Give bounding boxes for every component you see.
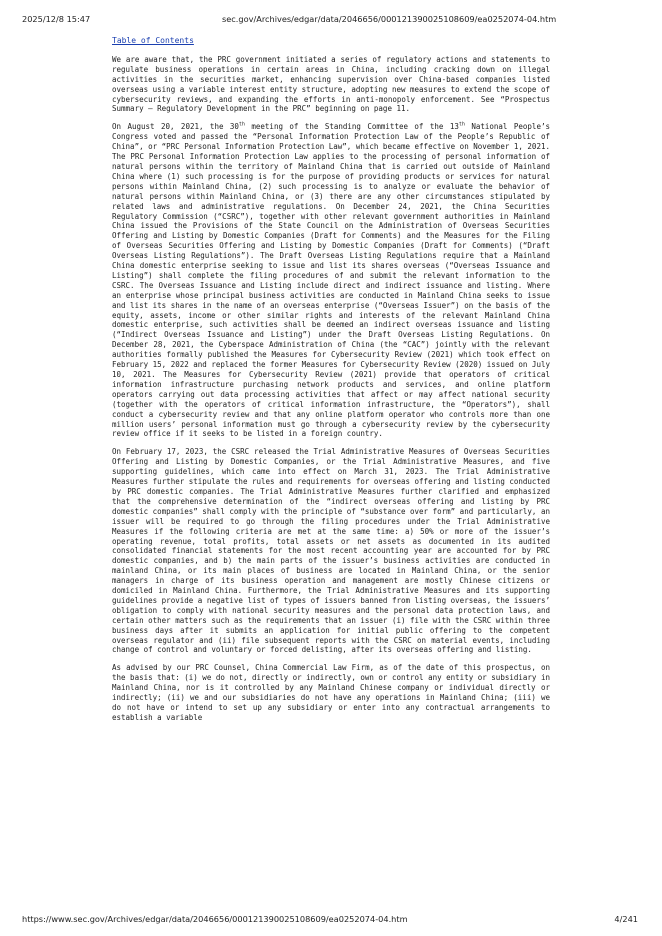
paragraph-trial-measures: On February 17, 2023, the CSRC released the Trial Administrative Measures of Overseas Securities Offering and Listing by Domestic Companies, or the Trial Administrative Measures, and five supporting guidelines, which came into effect on March 31, 2023. The Trial Administrative Measures further stipulate the rules and requirements for overseas offering and listing conducted by PRC domestic companies. The Trial Administrative Measures further clarified and emphasized that the comprehensive determination of the “indirect overseas offering and listing by PRC domestic companies” shall comply with the principle of “substance over form” and particularly, an issuer will be required to go through the filing procedures under the Trial Administrative Measures if the following criteria are met at the same time: a) 50% or more of the issuer’s operating revenue, total profits, total assets or net assets as documented in its audited consolidated financial statements for the most recent accounting year are accounted for by PRC domestic companies, and b) the main parts of the issuer’s business activities are conducted in mainland China, or its main places of business are located in Mainland China, or the senior managers in charge of its business operation and management are mostly Chinese citizens or domiciled in Mainland China. Furthermore, the Trial Administrative Measures and its supporting guidelines provide a negative list of types of issuers banned from listing overseas, the issuers’ obligation to comply with national security measures and the personal data protection laws, and certain other matters such as the requirements that an issuer (i) file with the CSRC within three business days after it submits an application for initial public offering to the competent overseas regulator and (ii) file subsequent reports with the CSRC on material events, including change of control and voluntary or forced delisting, after its overseas offering and listing.: [112, 447, 550, 655]
paragraph-regulatory-actions: We are aware that, the PRC government initiated a series of regulatory actions and statements to regulate business operations in certain areas in China, including cracking down on illegal activities in the securities market, enhancing supervision over China-based companies listed overseas using a variable interest entity structure, adopting new measures to extend the scope of cybersecurity reviews, and expanding the efforts in anti-monopoly enforcement. See “Prospectus Summary — Regulatory Development in the PRC” beginning on page 11.: [112, 54, 550, 114]
print-footer: [0, 914, 662, 926]
footer-url: https://www.sec.gov/Archives/edgar/data/2046656/000121390025108609/ea0252074-04.htm: [22, 914, 408, 924]
paragraph-pipl: On August 20, 2021, the 30th meeting of the Standing Committee of the 13th National People’s Congress voted and passed the “Personal Information Protection Law of the People’s Republic of China”, or “PRC Personal Information Protection Law”, which became effective on November 1, 2021. The PRC Personal Information Protection Law applies to the processing of personal information of natural persons within the territory of Mainland China that is carried out outside of Mainland China where (1) such processing is for the purpose of providing products or services for natural persons within Mainland China, (2) such processing is to analyze or evaluate the behavior of natural persons within Mainland China, or (3) there are any other circumstances stipulated by related laws and administrative regulations. On December 24, 2021, the China Securities Regulatory Commission (“CSRC”), together with other relevant government authorities in Mainland China issued the Provisions of the State Council on the Administration of Overseas Securities Offering and Listing by Domestic Companies (Draft for Comments) and the Measures for the Filing of Overseas Securities Offering and Listing by Domestic Companies (Draft for Comments) (“Draft Overseas Listing Regulations”). The Draft Overseas Listing Regulations require that a Mainland China domestic enterprise seeking to issue and list its shares overseas (“Overseas Issuance and Listing”) shall complete the filing procedures of and submit the relevant information to the CSRC. The Overseas Issuance and Listing include direct and indirect issuance and listing. Where an enterprise whose principal business activities are conducted in Mainland China seeks to issue and list its shares in the name of an overseas enterprise (“Overseas Issuer”) on the basis of the equity, assets, income or other similar rights and interests of the relevant Mainland China domestic enterprise, such activities shall be deemed an indirect overseas issuance and listing (“Indirect Overseas Issuance and Listing”) under the Draft Overseas Listing Regulations. On December 28, 2021, the Cyberspace Administration of China (the “CAC”) jointly with the relevant authorities formally published the Measures for Cybersecurity Review (2021) which took effect on February 15, 2022 and replaced the former Measures for Cybersecurity Review (2020) issued on July 10, 2021. The Measures for Cybersecurity Review (2021) provide that operators of critical information infrastructure purchasing network products and services, and online platform operators carrying out data processing activities that affect or may affect national security (together with the operators of critical information infrastructure, the “Operators”), shall conduct a cybersecurity review and that any online platform operator who controls more than one million users’ personal information must go through a cybersecurity review by the cybersecurity review office if it seeks to be listed in a foreign country.: [112, 121, 550, 439]
print-header: [0, 14, 662, 28]
print-timestamp: 2025/12/8 15:47: [22, 14, 91, 24]
print-page-url: sec.gov/Archives/edgar/data/2046656/000121390025108609/ea0252074-04.htm: [222, 14, 557, 24]
paragraph-prc-counsel: As advised by our PRC Counsel, China Commercial Law Firm, as of the date of this prospectus, on the basis that: (i) we do not, directly or indirectly, own or control any entity or subsidiary in Mainland China, nor is it controlled by any Mainland Chinese company or individual directly or indirectly; (ii) we and our subsidiaries do not have any operations in Mainland China; (iii) we do not have or intend to set up any subsidiary or enter into any contractual arrangements to establish a variable: [112, 663, 550, 722]
table-of-contents-link[interactable]: Table of Contents: [112, 36, 194, 45]
page-counter: 4/241: [614, 914, 638, 924]
document-body: [112, 36, 550, 731]
